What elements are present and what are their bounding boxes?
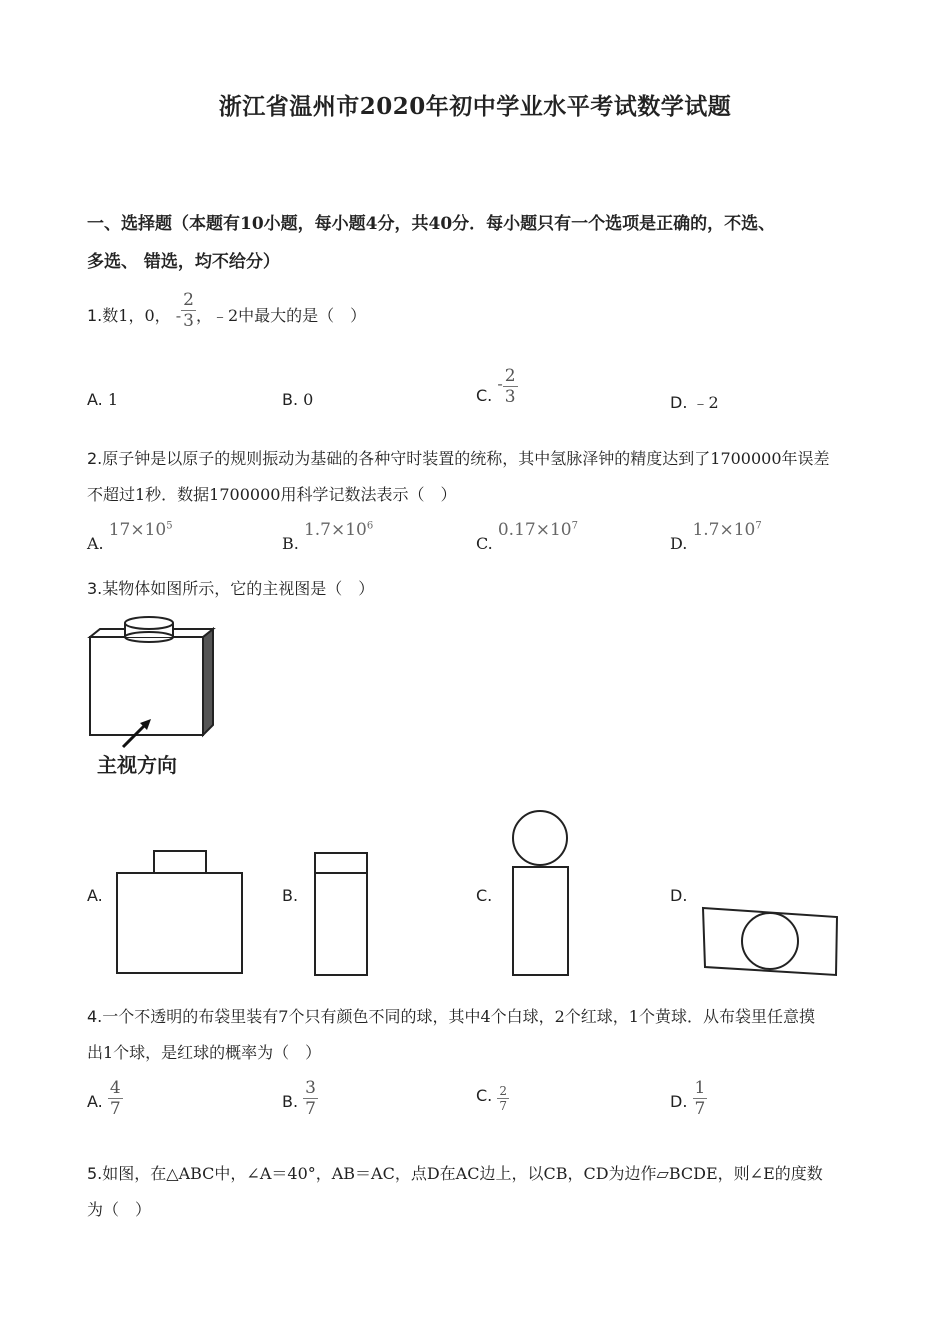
section-heading-line2: 多选、 错选，均不给分） <box>87 252 280 272</box>
question-number: 2. <box>87 449 103 468</box>
cylinder-top <box>125 617 173 629</box>
fraction-denominator: 7 <box>305 1099 316 1119</box>
option-label: C. <box>476 534 493 553</box>
sci-base: 1.7×10 <box>303 520 367 540</box>
option-value <box>304 520 373 540</box>
top-rectangle <box>154 851 206 873</box>
option-b[interactable] <box>282 1078 318 1119</box>
fraction <box>497 1084 509 1113</box>
option-value <box>692 520 761 540</box>
fraction-denominator: 7 <box>694 1099 706 1119</box>
option-label: C. <box>476 386 493 405</box>
question-number: 5. <box>87 1164 103 1183</box>
option-d-figure <box>700 905 842 980</box>
bottom-rectangle <box>117 873 242 973</box>
option-a-figure <box>114 848 246 978</box>
fraction-denominator: 7 <box>499 1099 507 1113</box>
option-text: ﹣2 <box>692 393 719 412</box>
option-label: D. <box>670 534 688 553</box>
sci-exponent: 7 <box>571 520 578 532</box>
page-title: 浙江省温州市2020年初中学业水平考试数学试题 <box>218 93 732 120</box>
box-side <box>203 629 213 735</box>
slanted-rectangle <box>703 908 837 975</box>
option-d[interactable] <box>670 886 687 905</box>
option-a[interactable] <box>87 390 118 409</box>
fraction-denominator: 3 <box>183 311 194 331</box>
option-d[interactable] <box>670 390 719 413</box>
negative-sign: - <box>175 306 182 325</box>
fraction-denominator: 7 <box>109 1099 121 1119</box>
view-direction-caption: 主视方向 <box>97 753 177 777</box>
sci-base: 0.17×10 <box>497 520 572 540</box>
box-front <box>90 637 203 735</box>
fraction-numerator: 1 <box>694 1078 706 1098</box>
option-label: A. <box>87 390 103 409</box>
question-text-line2: 出1个球，是红球的概率为（ ） <box>87 1043 322 1062</box>
fraction <box>693 1078 708 1119</box>
option-label: D. <box>670 886 688 905</box>
fraction <box>303 1078 318 1119</box>
option-value <box>498 520 578 540</box>
question-number: 4. <box>87 1007 103 1026</box>
question-number: 3. <box>87 579 103 598</box>
negative-sign: - <box>497 374 503 393</box>
question-text-line1: 如图，在△ABC中，∠A＝40°，AB＝AC，点D在AC边上，以CB，CD为边作▱BCDE，则∠E的度数 <box>102 1164 823 1183</box>
question-text-end: ，﹣2中最大的是（ ） <box>195 306 367 325</box>
sci-exponent: 7 <box>755 520 762 532</box>
option-c[interactable] <box>476 366 518 407</box>
question-number: 1. <box>87 306 103 325</box>
option-c-figure <box>508 808 573 978</box>
question-text: 某物体如图所示，它的主视图是（ ） <box>102 579 375 598</box>
circle <box>513 811 567 865</box>
question-text-line2: 不超过1秒．数据1700000用科学记数法表示（ ） <box>87 485 457 504</box>
question-text: 数1，0， <box>102 306 171 325</box>
option-label: C. <box>476 1086 493 1105</box>
sci-exponent: 5 <box>166 520 173 532</box>
question-2 <box>87 441 877 513</box>
option-b-figure <box>312 850 372 980</box>
option-a[interactable] <box>87 520 173 553</box>
fraction-numerator: 4 <box>109 1078 121 1098</box>
option-c[interactable] <box>476 886 492 905</box>
option-label: C. <box>476 886 493 905</box>
question-3 <box>87 571 877 607</box>
option-d[interactable] <box>670 520 762 553</box>
option-text: 0 <box>303 390 314 409</box>
option-label: B. <box>282 390 299 409</box>
object-3d-figure <box>85 615 230 745</box>
sci-base: 17×10 <box>108 520 167 540</box>
fraction-numerator: 2 <box>183 290 194 310</box>
question-text-line1: 一个不透明的布袋里装有7个只有颜色不同的球，其中4个白球，2个红球，1个黄球．从布袋里任意摸 <box>102 1007 815 1026</box>
option-d[interactable] <box>670 1078 707 1119</box>
option-c[interactable] <box>476 520 578 553</box>
option-label: D. <box>670 393 688 412</box>
rectangle <box>513 867 568 975</box>
option-label: B. <box>282 534 299 553</box>
tall-rectangle <box>315 853 367 975</box>
option-b[interactable] <box>282 520 374 553</box>
question-1 <box>87 290 877 337</box>
option-a[interactable] <box>87 1078 123 1119</box>
fraction-numerator: 3 <box>305 1078 316 1098</box>
option-text: 1 <box>107 390 119 409</box>
sci-exponent: 6 <box>366 520 374 532</box>
option-label: A. <box>87 886 103 905</box>
question-text-line1: 原子钟是以原子的规则振动为基础的各种守时装置的统称，其中氢脉泽钟的精度达到了1700000年误差 <box>102 449 830 468</box>
fraction <box>181 290 196 331</box>
fraction <box>108 1078 123 1119</box>
option-b[interactable] <box>282 390 313 409</box>
question-text-line2: 为（ ） <box>87 1200 152 1219</box>
option-label: B. <box>282 886 299 905</box>
fraction-numerator: 2 <box>504 366 516 386</box>
option-label: A. <box>87 534 104 553</box>
option-value <box>109 520 173 540</box>
sci-base: 1.7×10 <box>692 520 756 540</box>
fraction-denominator: 3 <box>504 387 516 407</box>
option-label: A. <box>87 1092 103 1111</box>
option-b[interactable] <box>282 886 298 905</box>
option-c[interactable] <box>476 1084 509 1113</box>
fraction <box>503 366 518 407</box>
fraction-numerator: 2 <box>499 1084 507 1098</box>
option-a[interactable] <box>87 886 103 905</box>
question-5 <box>87 1156 877 1228</box>
section-heading <box>87 205 877 281</box>
option-label: D. <box>670 1092 688 1111</box>
section-heading-line1: 一、选择题（本题有10小题，每小题4分，共40分．每小题只有一个选项是正确的，不选、 <box>87 214 776 234</box>
option-label: B. <box>282 1092 299 1111</box>
question-4 <box>87 999 877 1071</box>
